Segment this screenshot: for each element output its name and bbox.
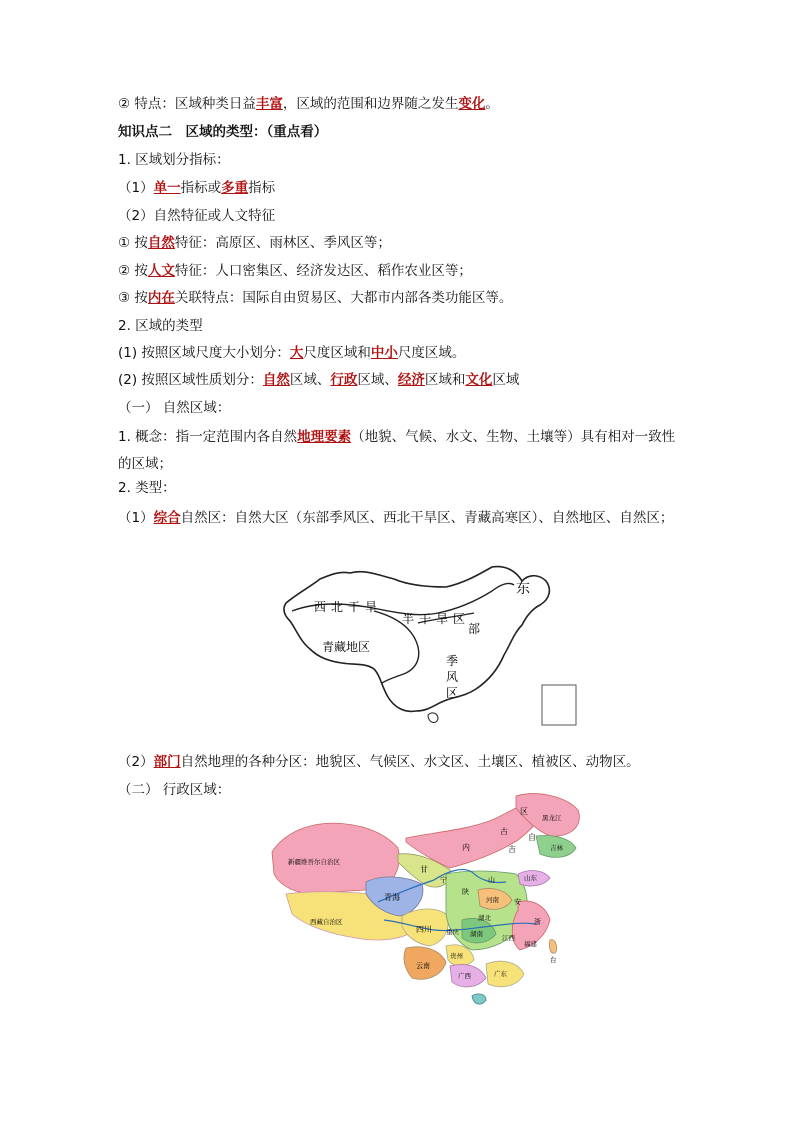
- label-northwest: 西北干旱: [314, 600, 383, 614]
- keyword: 变化: [458, 96, 486, 112]
- keyword: 自然: [262, 372, 290, 388]
- list-item: [118, 370, 519, 390]
- label-yunnan: 云南: [416, 962, 430, 970]
- label-guangdong: 广东: [494, 970, 507, 978]
- taiwan-island: [549, 940, 556, 954]
- concept-paragraph: [118, 424, 688, 478]
- text: ① 按: [118, 235, 148, 251]
- keyword: 大: [289, 345, 304, 361]
- label-zi: 自: [528, 833, 536, 842]
- list-item: [118, 288, 512, 308]
- label-shaanxi: 陕: [462, 888, 469, 896]
- list-item: [118, 343, 465, 363]
- label-neimeng: 内: [462, 843, 470, 852]
- label-qinghai: 青海: [384, 893, 400, 902]
- label-fujian: 福建: [524, 940, 537, 948]
- label-shanxi: 山: [488, 876, 495, 884]
- keyword: 行政: [330, 372, 358, 388]
- label-gansu: 甘: [420, 865, 428, 874]
- list-item: [118, 752, 688, 772]
- keyword: 综合: [153, 510, 181, 526]
- label-shandong: 山东: [524, 874, 537, 882]
- text: 特征：人口密集区、经济发达区、稻作农业区等；: [174, 263, 472, 279]
- keyword: 多重: [221, 180, 249, 196]
- label-taiwan: 台: [550, 956, 557, 964]
- text: 指标或: [180, 180, 222, 196]
- keyword: 地理要素: [297, 429, 352, 445]
- label-ji: 吉: [508, 845, 516, 854]
- section-heading: 知识点二 区域的类型：（重点看）: [118, 124, 328, 140]
- text: 。: [485, 96, 499, 112]
- keyword: 中小: [370, 345, 398, 361]
- label-ji: 季: [446, 654, 459, 668]
- label-ningxia: 宁: [440, 876, 447, 884]
- label-east: 东: [516, 581, 530, 597]
- hainan-island: [472, 994, 486, 1004]
- text: 区域、: [357, 372, 398, 388]
- keyword: 人文: [147, 263, 175, 279]
- island: [428, 713, 438, 723]
- subsection-heading: （一） 自然区域：: [118, 400, 231, 416]
- keyword: 丰富: [255, 96, 283, 112]
- text: 区域和: [424, 372, 466, 388]
- text: 区域: [492, 372, 520, 388]
- keyword: 部门: [153, 754, 181, 770]
- text: (1) 按照区域尺度大小划分：: [118, 345, 290, 361]
- text: 自然地理的各种分区：地貌区、气候区、水文区、土壤区、植被区、动物区。: [180, 754, 640, 770]
- label-jilin: 吉林: [550, 844, 563, 852]
- text: （1）: [118, 180, 154, 196]
- keyword: 经济: [397, 372, 425, 388]
- text: (2) 按照区域性质划分：: [118, 372, 263, 388]
- keyword: 自然: [147, 235, 175, 251]
- keyword: 单一: [153, 180, 181, 196]
- label-gu: 古: [500, 827, 508, 836]
- label-semiarid: 半干旱区: [402, 612, 471, 626]
- list-item: [118, 233, 391, 253]
- label-chongqing: 重庆: [446, 928, 459, 936]
- list-item: [118, 178, 275, 198]
- text: 尺度区域。: [397, 345, 466, 361]
- text: 区域、: [289, 372, 331, 388]
- list-heading: 2. 类型：: [118, 480, 176, 496]
- text: ② 特点：区域种类日益: [118, 96, 256, 112]
- label-jiangxi: 江西: [502, 934, 515, 942]
- keyword: 文化: [465, 372, 493, 388]
- subsection-heading: （二） 行政区域：: [118, 782, 231, 798]
- label-zhejiang: 浙: [534, 918, 541, 926]
- text: 特征：高原区、雨林区、季风区等；: [174, 235, 391, 251]
- label-hunan: 湖南: [470, 930, 483, 938]
- label-bu: 部: [468, 622, 481, 636]
- label-xizang: 西藏自治区: [310, 918, 343, 926]
- label-guizhou: 贵州: [450, 952, 463, 960]
- text: 1. 概念：指一定范围内各自然: [118, 429, 298, 445]
- natural-regions-map: [278, 565, 584, 731]
- label-hubei: 湖北: [478, 914, 491, 922]
- label-guangxi: 广西: [458, 972, 471, 980]
- list-item: [118, 261, 472, 281]
- label-qinghai-tibet: 青藏地区: [322, 640, 371, 654]
- text: 自然区：自然大区（东部季风区、西北干旱区、青藏高寒区）、自然地区、自然区；: [180, 510, 674, 526]
- label-xinjiang: 新疆维吾尔自治区: [288, 858, 340, 866]
- text: ，区域的范围和边界随之发生: [282, 96, 459, 112]
- label-anhui: 安: [514, 898, 521, 906]
- china-outline: [284, 567, 549, 712]
- text: ② 按: [118, 263, 148, 279]
- label-feng: 风: [446, 670, 459, 684]
- label-heilongjiang: 黑龙江: [542, 814, 562, 822]
- text: （2）: [118, 754, 154, 770]
- label-qu: 区: [520, 807, 528, 816]
- label-sichuan: 四川: [416, 925, 432, 934]
- text: 关联特点：国际自由贸易区、大都市内部各类功能区等。: [174, 290, 513, 306]
- keyword: 内在: [147, 290, 175, 306]
- south-sea-inset: [542, 685, 576, 725]
- administrative-regions-map: [266, 790, 596, 1022]
- text: 指标: [248, 180, 276, 196]
- text: ③ 按: [118, 290, 148, 306]
- text: 尺度区域和: [303, 345, 371, 361]
- list-item: [118, 505, 688, 532]
- text: （1）: [118, 510, 154, 526]
- list-item: （2）自然特征或人文特征: [118, 208, 276, 224]
- text: （地貌、气候、水文、生物、土壤等）具有相对一致性的区域；: [118, 429, 676, 472]
- label-qu: 区: [446, 686, 459, 700]
- list-heading: 2. 区域的类型: [118, 318, 203, 334]
- feature-line: [118, 94, 499, 114]
- list-heading: 1. 区域划分指标：: [118, 152, 230, 168]
- label-henan: 河南: [486, 896, 499, 904]
